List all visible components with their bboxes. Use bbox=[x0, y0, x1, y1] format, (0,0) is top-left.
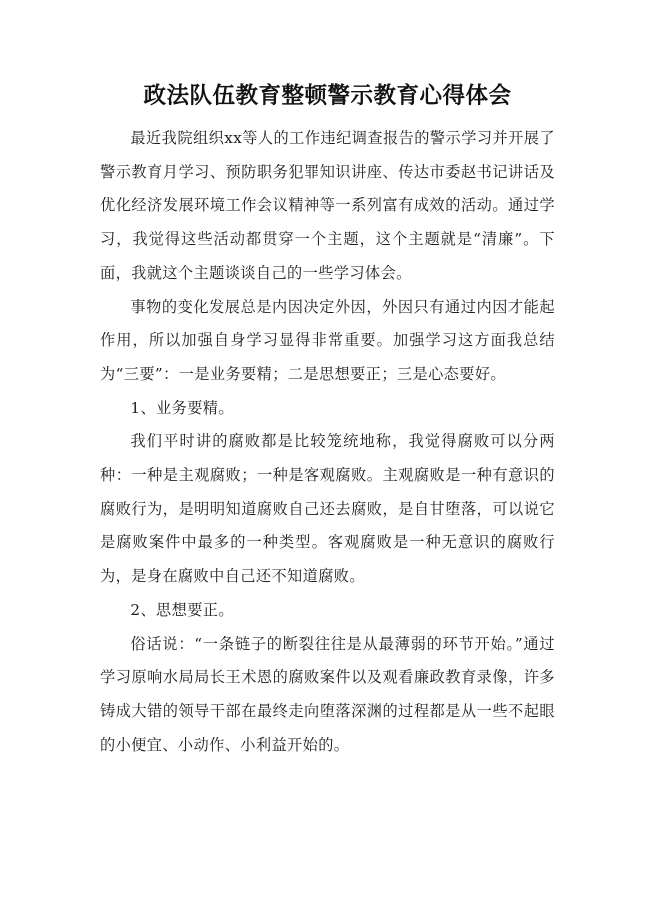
paragraph-intro: 最近我院组织xx等人的工作违纪调查报告的警示学习并开展了警示教育月学习、预防职务犯罪知识讲座、传达市委赵书记讲话及优化经济发展环境工作会议精神等一系列富有成效的活动。通过学习，我觉得这些活动都贯穿一个主题，这个主题就是“清廉”。下面，我就这个主题谈谈自己的一些学习体会。 bbox=[100, 129, 555, 282]
paragraph-self-study: 事物的变化发展总是内因决定外因，外因只有通过内因才能起作用，所以加强自身学习显得非常重要。加强学习这方面我总结为“三要”：一是业务要精；二是思想要正；三是心态要好。 bbox=[100, 297, 555, 383]
paragraph-proverb: 俗话说：“一条链子的断裂往往是从最薄弱的环节开始。”通过学习原响水局局长王术恩的腐败案件以及观看廉政教育录像，许多铸成大错的领导干部在最终走向堕落深渊的过程都是从一些不起眼的小便宜、小动作、小利益开始的。 bbox=[100, 634, 555, 754]
section-heading-2: 2、思想要正。 bbox=[130, 600, 234, 619]
section-heading-1: 1、业务要精。 bbox=[130, 398, 234, 417]
document-page bbox=[100, 70, 555, 762]
document-title: 政法队伍教育整顿警示教育心得体会 bbox=[143, 83, 512, 109]
paragraph-corruption-types: 我们平时讲的腐败都是比较笼统地称，我觉得腐败可以分两种：一种是主观腐败；一种是客观腐败。主观腐败是一种有意识的腐败行为，是明明知道腐败自己还去腐败，是自甘堕落，可以说它是腐败案件中最多的一种类型。客观腐败是一种无意识的腐败行为，是身在腐败中自己还不知道腐败。 bbox=[100, 432, 555, 586]
